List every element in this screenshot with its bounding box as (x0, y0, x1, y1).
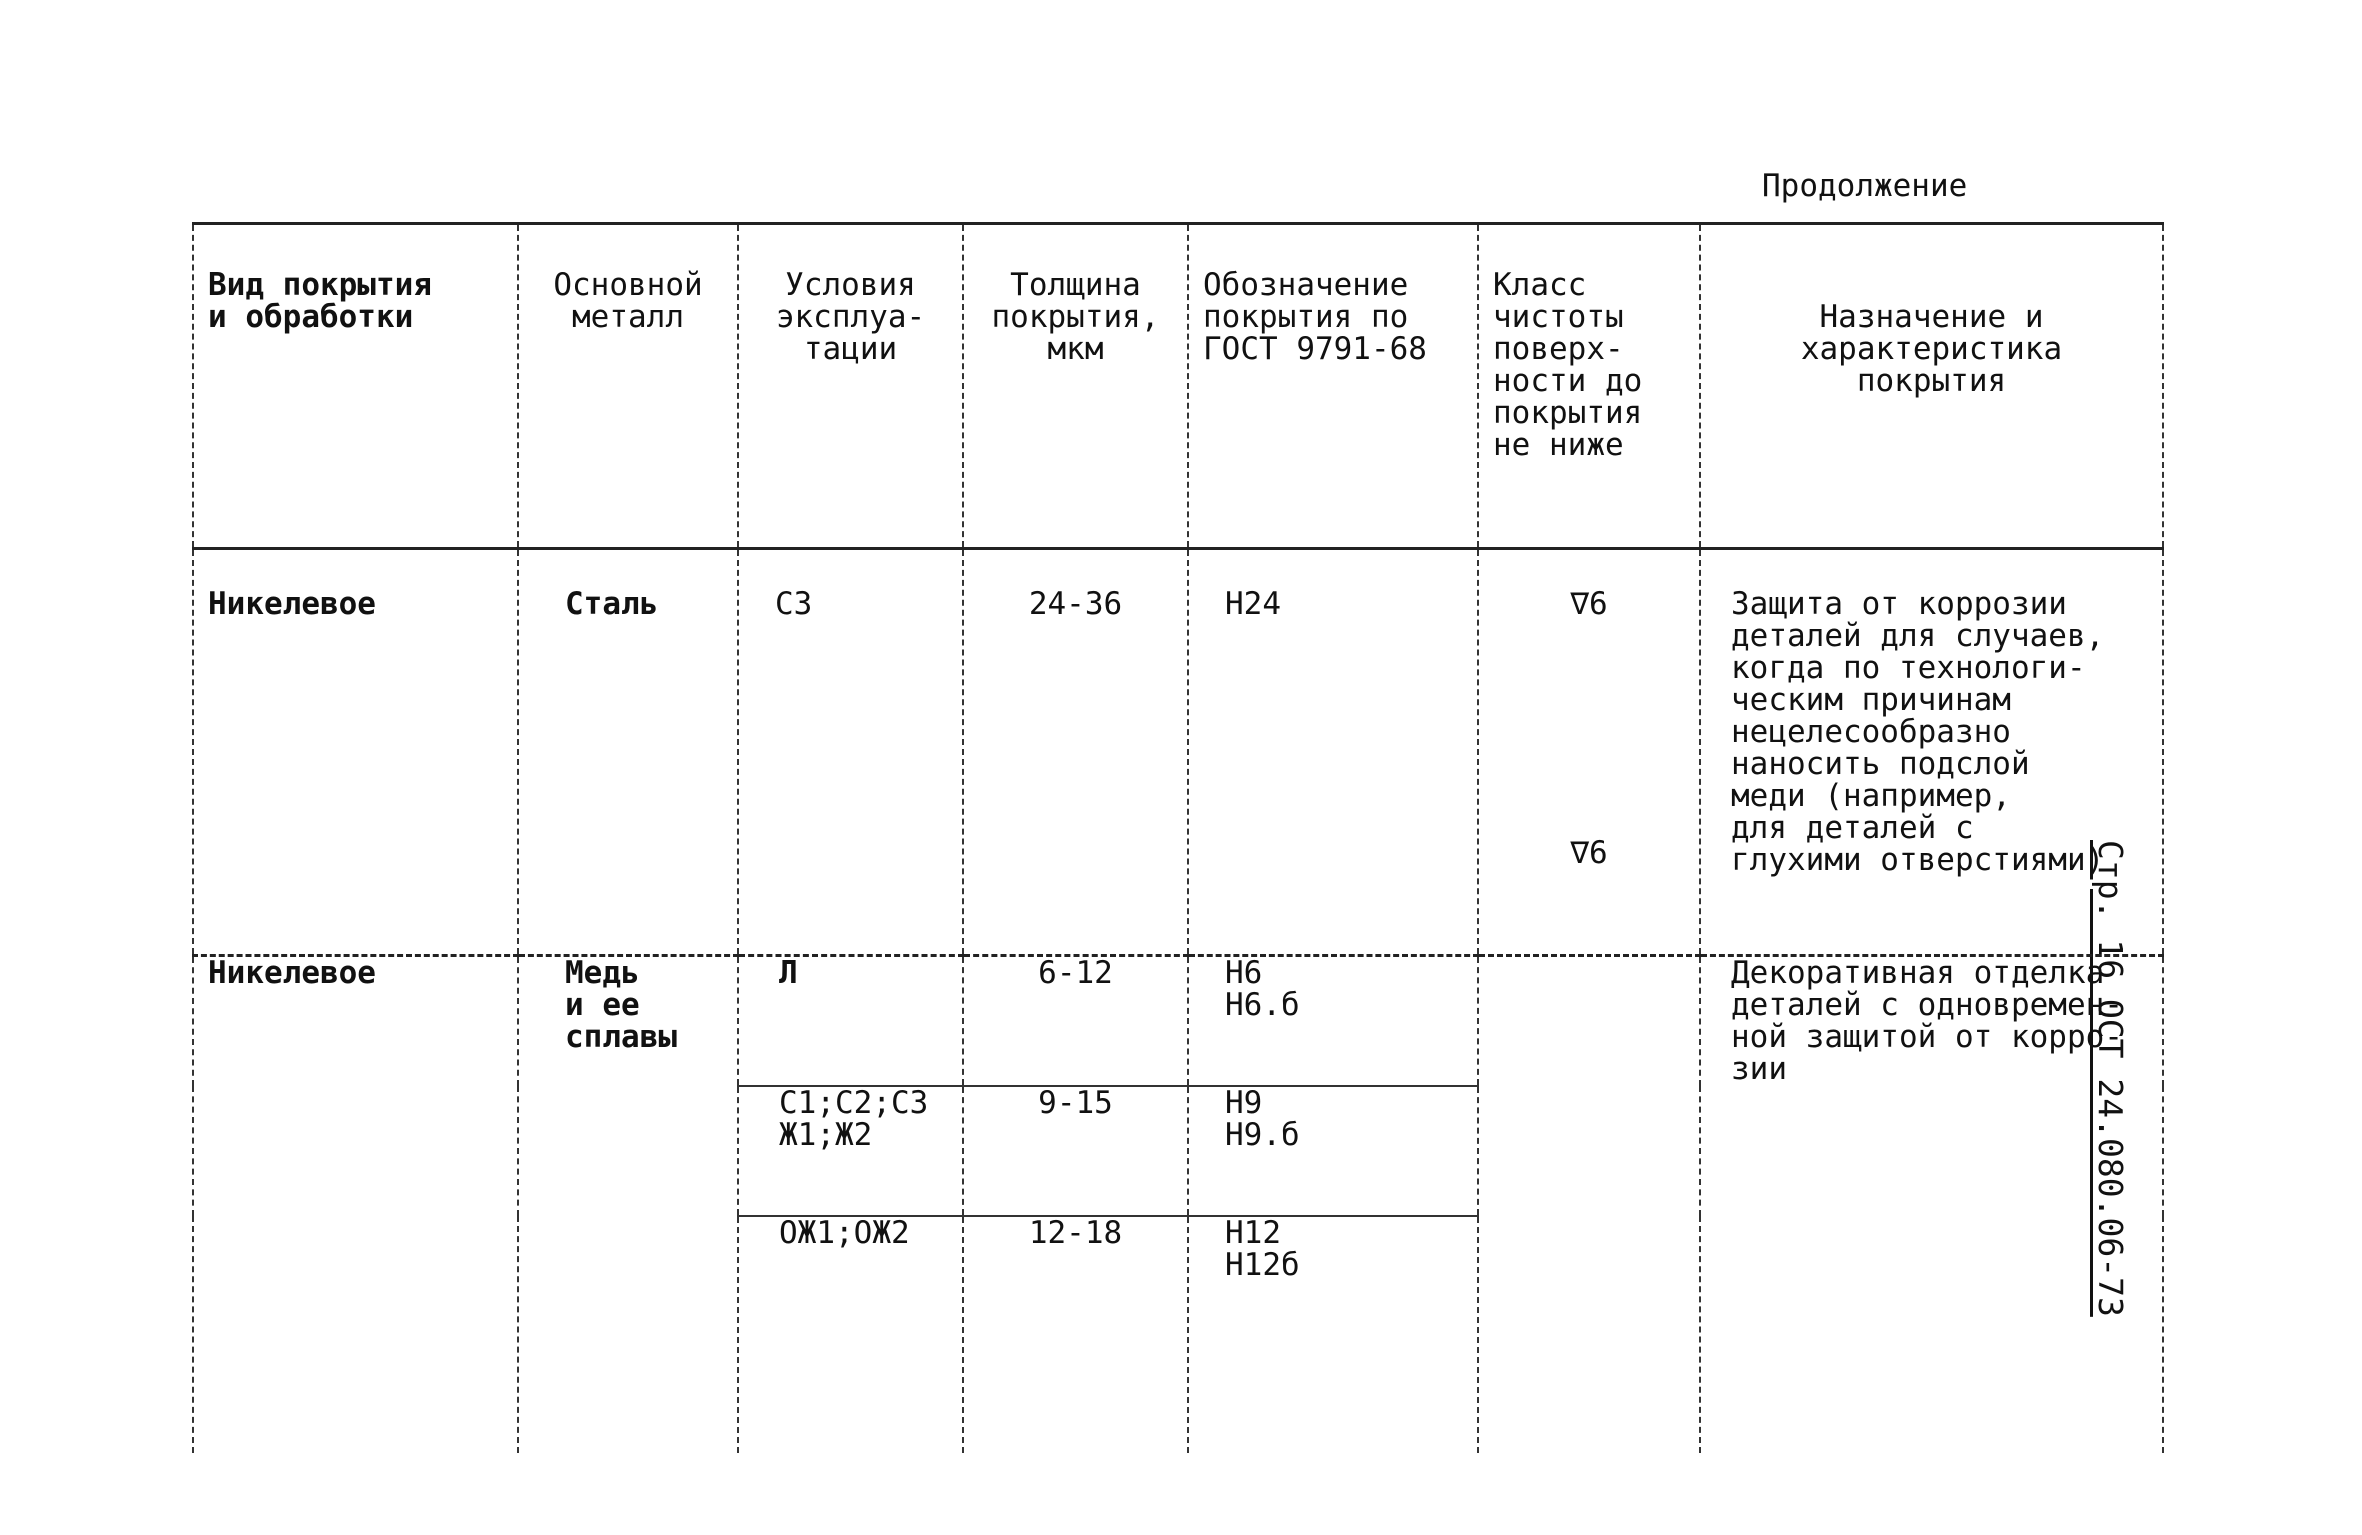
thickness-cell (963, 1086, 1188, 1216)
conditions-value: Л (779, 955, 798, 991)
thickness-value: 12-18 (1028, 1215, 1123, 1251)
designation-value: Н9 Н9.б (1225, 1085, 1300, 1153)
thickness-cell (963, 1216, 1188, 1453)
conditions-cell (738, 1216, 963, 1453)
page-reference: Стр. 16 ОСТ 24.080.06-73 (2091, 840, 2130, 1317)
coating-type-value: Никелевое (208, 586, 376, 622)
continuation-label: Продолжение (1762, 168, 1968, 204)
thickness-value: 9-15 (1038, 1085, 1113, 1121)
header-surface-class-label: Класс чистоты поверх- ности до покрытия не ниже (1493, 267, 1643, 463)
thickness-cell (963, 549, 1188, 956)
purpose-value: Декоративная отделка деталей с одновремен- ной защитой от корро- зии (1731, 955, 2123, 1087)
header-surface-class (1478, 224, 1700, 549)
designation-value: Н6 Н6.б (1225, 955, 1300, 1023)
header-base-metal-label: Основной металл (553, 267, 703, 335)
surface-class-cell (1478, 835, 1700, 1454)
designation-cell (1188, 1216, 1478, 1453)
conditions-value: ОЖ1;ОЖ2 (779, 1215, 910, 1251)
surface-class-cell (1478, 549, 1700, 956)
header-designation (1188, 224, 1478, 549)
conditions-value: С1;С2;С3 Ж1;Ж2 (779, 1085, 929, 1153)
purpose-cell (1700, 549, 2163, 956)
coating-spec-table (192, 222, 2164, 1453)
designation-value: Н12 Н12б (1225, 1215, 1300, 1283)
header-thickness (963, 224, 1188, 549)
designation-cell (1188, 956, 1478, 1087)
coating-type-value: Никелевое (208, 955, 376, 991)
conditions-cell (738, 549, 963, 956)
conditions-cell (738, 956, 963, 1087)
table-row (193, 549, 2163, 956)
header-coating-type (193, 224, 518, 549)
surface-class-value: ∇6 (1570, 835, 1608, 871)
header-operating-conditions (738, 224, 963, 549)
base-metal-cell (518, 549, 738, 956)
conditions-cell (738, 1086, 963, 1216)
thickness-cell (963, 956, 1188, 1087)
header-row (193, 224, 2163, 549)
base-metal-value: Медь и ее сплавы (565, 955, 677, 1055)
designation-cell (1188, 549, 1478, 956)
thickness-value: 6-12 (1038, 955, 1113, 991)
base-metal-value: Сталь (565, 586, 659, 622)
table-row (193, 956, 2163, 1087)
header-purpose (1700, 224, 2163, 549)
designation-cell (1188, 1086, 1478, 1216)
thickness-value: 24-36 (1028, 586, 1123, 622)
purpose-cell (1700, 956, 2163, 1454)
surface-class-value: ∇6 (1570, 586, 1608, 622)
base-metal-cell (518, 956, 738, 1454)
header-purpose-label: Назначение и характеристика покрытия (1800, 299, 2063, 399)
purpose-value: Защита от коррозии деталей для случаев, когда по технологи- ческим причинам нецелесообразно наносить подслой меди (например, для деталей с глухими отверстиями) (1731, 586, 2105, 878)
header-operating-conditions-label: Условия эксплуа- тации (775, 267, 926, 367)
coating-type-cell (193, 549, 518, 956)
conditions-value: С3 (775, 586, 813, 622)
header-base-metal (518, 224, 738, 549)
header-designation-label: Обозначение покрытия по ГОСТ 9791-68 (1203, 267, 1427, 367)
header-thickness-label: Толщина покрытия, мкм (991, 267, 1160, 367)
header-coating-type-label: Вид покрытия и обработки (208, 267, 432, 335)
coating-type-cell (193, 956, 518, 1454)
designation-value: Н24 (1225, 586, 1281, 622)
